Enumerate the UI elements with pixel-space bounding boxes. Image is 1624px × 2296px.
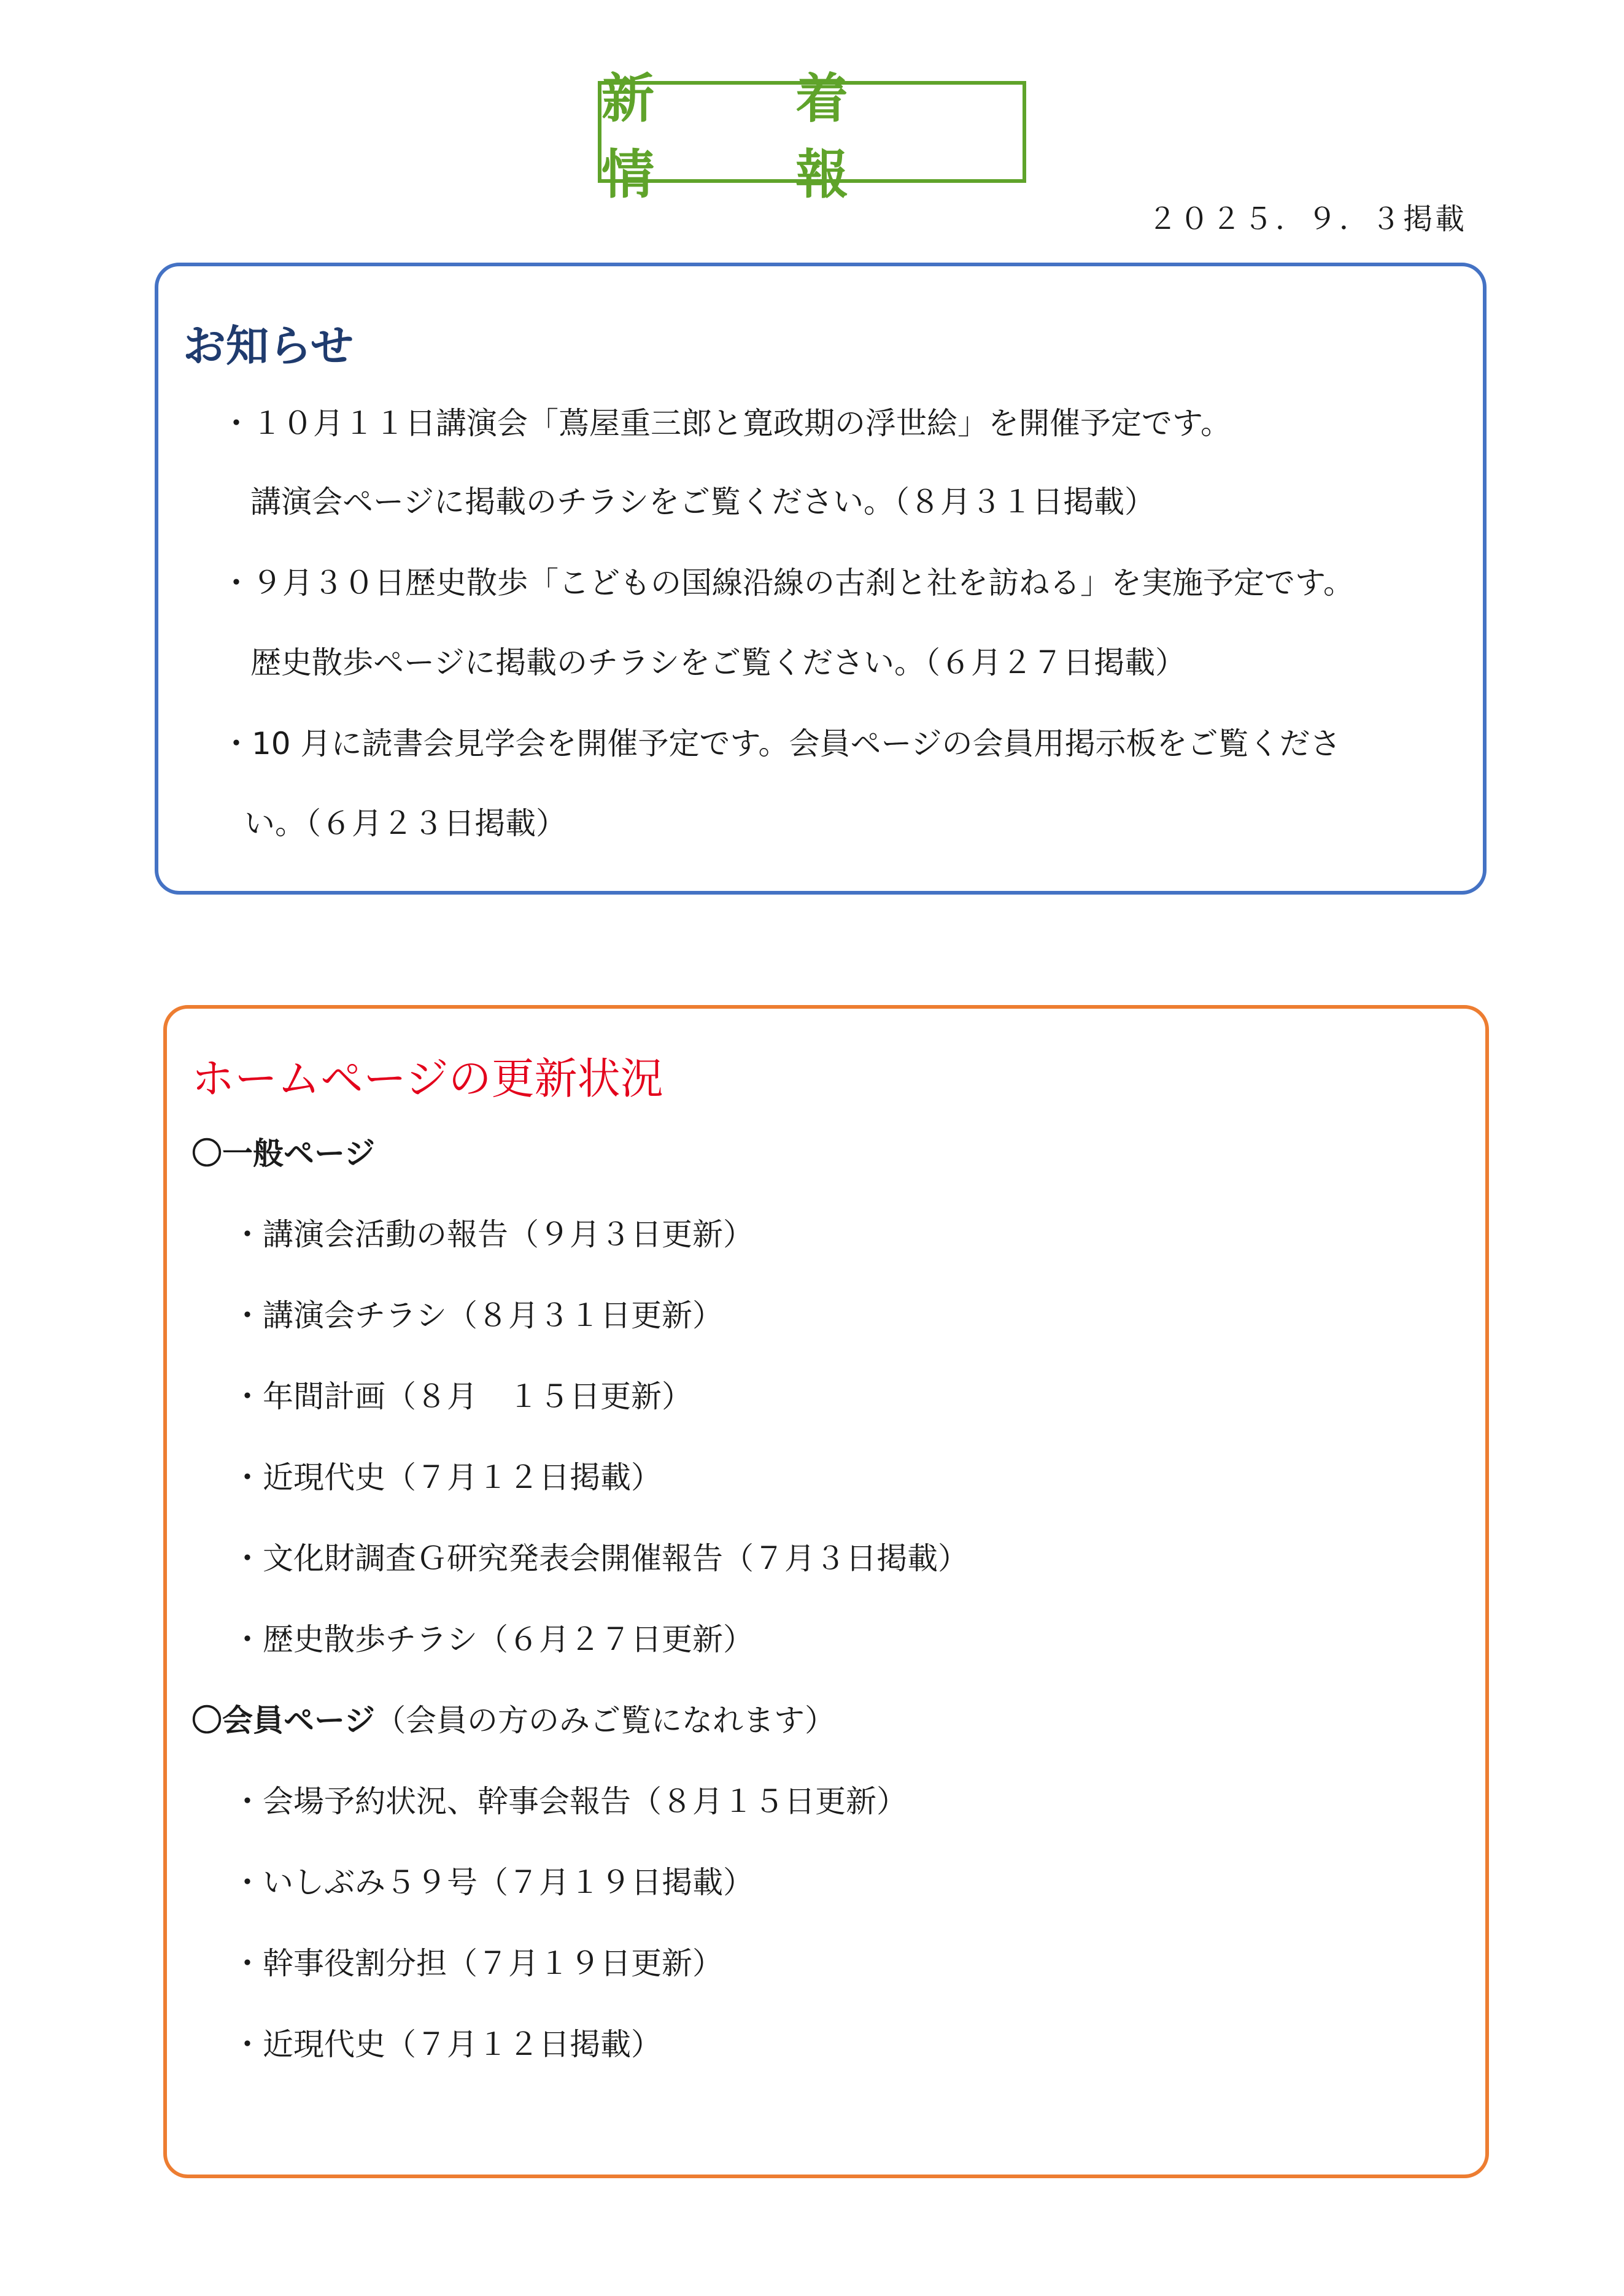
list-item: ・講演会チラシ（８月３１日更新） — [232, 1298, 723, 1333]
general-page-heading — [191, 1129, 375, 1173]
list-item: ・歴史散歩チラシ（６月２７日更新） — [232, 1622, 754, 1657]
member-page-note: （会員の方のみご覧になれます） — [375, 1703, 835, 1738]
list-item: ・近現代史（７月１２日掲載） — [232, 2027, 662, 2062]
list-item: ・年間計画（８月 １５日更新） — [232, 1379, 692, 1414]
list-item: ・いしぶみ５９号（７月１９日掲載） — [232, 1865, 754, 1900]
posted-date: ２０２５．９．３掲載 — [1147, 202, 1467, 236]
list-item: ・幹事役割分担（７月１９日更新） — [232, 1946, 723, 1981]
notice-heading: お知らせ — [183, 321, 354, 371]
notice-line: い。（６月２３日掲載） — [244, 806, 566, 841]
page-title-box — [598, 68, 1026, 206]
notice-line: 歴史散歩ページに掲載のチラシをご覧ください。（６月２７日掲載） — [250, 645, 1186, 680]
list-item: ・講演会活動の報告（９月３日更新） — [232, 1217, 754, 1252]
list-item: ・文化財調査Ｇ研究発表会開催報告（７月３日掲載） — [232, 1541, 969, 1576]
notice-line: ・10 月に読書会見学会を開催予定です。会員ページの会員用掲示板をご覧くださ — [221, 726, 1341, 761]
page-title: 新 着 情 報 — [601, 68, 989, 206]
general-page-label: 〇一般ページ — [191, 1136, 375, 1171]
member-page-label: 〇会員ページ — [191, 1703, 375, 1738]
list-item: ・近現代史（７月１２日掲載） — [232, 1460, 662, 1495]
update-status-heading: ホームページの更新状況 — [191, 1054, 663, 1104]
member-page-heading — [191, 1696, 835, 1740]
notice-line: ・１０月１１日講演会「蔦屋重三郎と寛政期の浮世絵」を開催予定です。 — [221, 406, 1231, 441]
notice-line: 講演会ページに掲載のチラシをご覧ください。（８月３１日掲載） — [250, 484, 1155, 520]
update-status-box — [163, 1005, 1489, 2178]
notice-line: ・９月３０日歴史散歩「こどもの国線沿線の古刹と社を訪ねる」を実施予定です。 — [221, 565, 1354, 601]
list-item: ・会場予約状況、幹事会報告（８月１５日更新） — [232, 1784, 907, 1819]
